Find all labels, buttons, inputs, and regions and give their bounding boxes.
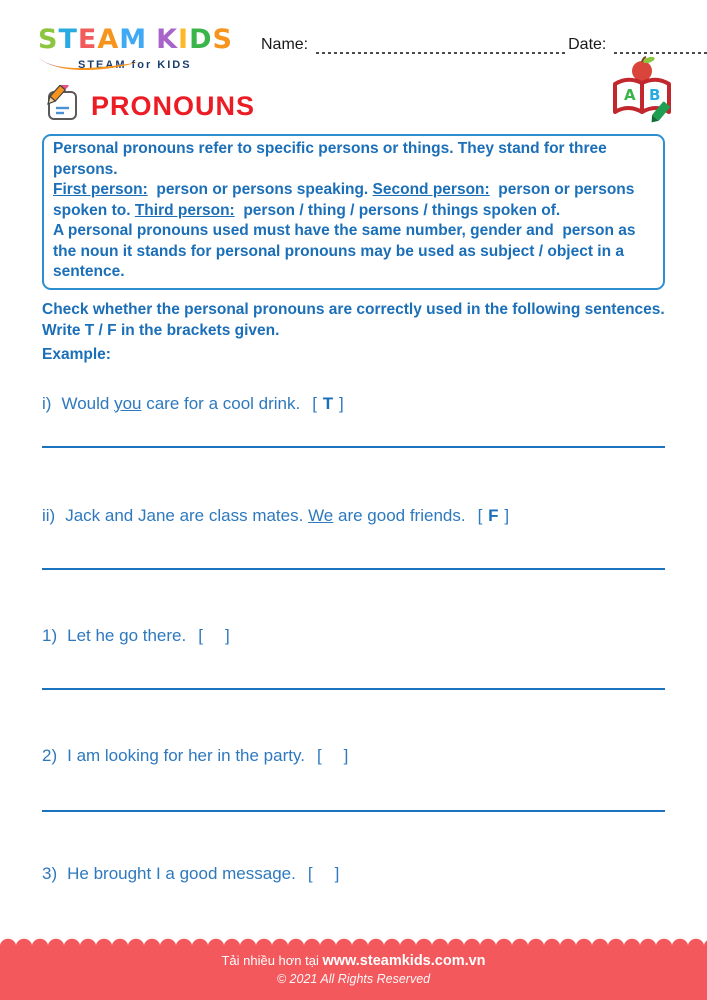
second-person-heading: Second person: [372, 181, 490, 198]
logo-letter: D [189, 24, 213, 55]
logo-letter: T [58, 24, 78, 55]
first-person-text: person or persons speaking. [147, 181, 373, 198]
item-number: i) [42, 393, 52, 413]
third-person-heading: Third person: [134, 201, 235, 219]
logo-letter: K [156, 24, 179, 55]
bracket-close: ] [504, 505, 510, 525]
answer-brackets [317, 746, 348, 765]
logo-letter: E [77, 24, 98, 55]
name-field [261, 36, 568, 54]
logo-swoosh-icon [36, 56, 146, 77]
footer-band [0, 947, 707, 1000]
page-title: PRONOUNS [91, 91, 256, 121]
underlined-pronoun: you [114, 393, 142, 413]
bracket-close: ] [338, 393, 344, 413]
item-number: 1) [42, 625, 58, 645]
logo-letter: M [119, 24, 148, 55]
bracket-open: [ [198, 625, 203, 645]
definition-box [42, 134, 665, 290]
bracket-close: ] [224, 625, 230, 645]
answer-brackets [198, 626, 229, 645]
scallop-edge [0, 936, 707, 947]
pencil-paper-icon [42, 85, 82, 128]
logo-letter: A [97, 24, 120, 55]
exercise-item-1 [42, 624, 665, 648]
definition-paragraph-1 [53, 139, 654, 180]
writing-line [42, 688, 665, 690]
bracket-open: [ [312, 393, 317, 413]
item-text: are good friends. [333, 505, 466, 525]
writing-line [42, 810, 665, 812]
bracket-open: [ [307, 863, 313, 883]
item-text: I am looking for her in the party. [67, 745, 305, 765]
header [0, 0, 707, 73]
answer-value: T [322, 393, 334, 413]
bracket-open: [ [477, 505, 483, 525]
answer-brackets [308, 864, 339, 883]
item-number: 3) [42, 863, 58, 883]
exercise-item-3 [42, 862, 665, 886]
name-blank-line [316, 41, 568, 54]
answer-brackets [478, 506, 509, 525]
definition-paragraph-2 [53, 180, 654, 221]
answer-value: F [488, 505, 499, 525]
item-text: Jack and Jane are class mates. [65, 505, 309, 525]
worksheet-content [0, 85, 707, 886]
definition-text: A personal pronouns used must have the same number, gender and person as the noun it stands for personal pronouns may be used as subject / object in a sentence. [53, 222, 640, 280]
footer-copyright: © 2021 All Rights Reserved [276, 972, 431, 986]
logo-letter: S [212, 24, 233, 55]
third-person-text: person / thing / persons / things spoken of. [234, 201, 561, 219]
svg-text:A: A [624, 86, 636, 104]
item-number: 2) [42, 745, 58, 765]
logo-letter: I [178, 24, 190, 55]
example-item-ii [42, 504, 665, 528]
title-row [42, 85, 665, 128]
bracket-open: [ [316, 745, 322, 765]
footer-website-link[interactable]: www.steamkids.com.vn [322, 953, 486, 969]
bracket-close: ] [343, 745, 349, 765]
steam-kids-logo [38, 26, 243, 73]
second-person-text: person or persons spoken to. [53, 181, 639, 219]
item-text: Would [61, 393, 115, 413]
date-field [568, 36, 707, 54]
answer-brackets [312, 394, 343, 413]
logo-wordmark [38, 26, 243, 53]
example-item-i [42, 392, 665, 416]
footer-prefix-text: Tải nhiều hơn tại [221, 953, 323, 968]
item-text: Let he go there. [67, 625, 187, 645]
definition-text: Personal pronouns refer to specific persons or things. They stand for three persons. [53, 140, 612, 178]
item-number: ii) [42, 505, 56, 525]
footer-download-line [0, 953, 707, 969]
date-blank-line [614, 41, 707, 54]
logo-tagline: STEAM for KIDS [78, 59, 192, 71]
exercise-item-2 [42, 744, 665, 768]
name-label: Name: [261, 36, 309, 53]
item-text: He brought I a good message. [67, 863, 296, 883]
logo-letter: S [38, 24, 59, 55]
writing-line [42, 446, 665, 448]
bracket-close: ] [334, 863, 340, 883]
example-label: Example: [42, 345, 111, 363]
book-apple-icon [611, 56, 675, 129]
footer [0, 936, 707, 1000]
underlined-pronoun: We [308, 505, 334, 525]
svg-text:B: B [649, 86, 661, 104]
date-label: Date: [568, 36, 607, 53]
name-date-fields [261, 26, 707, 54]
writing-line [42, 568, 665, 570]
item-text: care for a cool drink. [141, 393, 301, 413]
first-person-heading: First person: [53, 181, 148, 198]
definition-paragraph-3 [53, 221, 654, 283]
instructions-text: Check whether the personal pronouns are correctly used in the following sentences. Write T / F in the brackets given. [42, 300, 665, 339]
